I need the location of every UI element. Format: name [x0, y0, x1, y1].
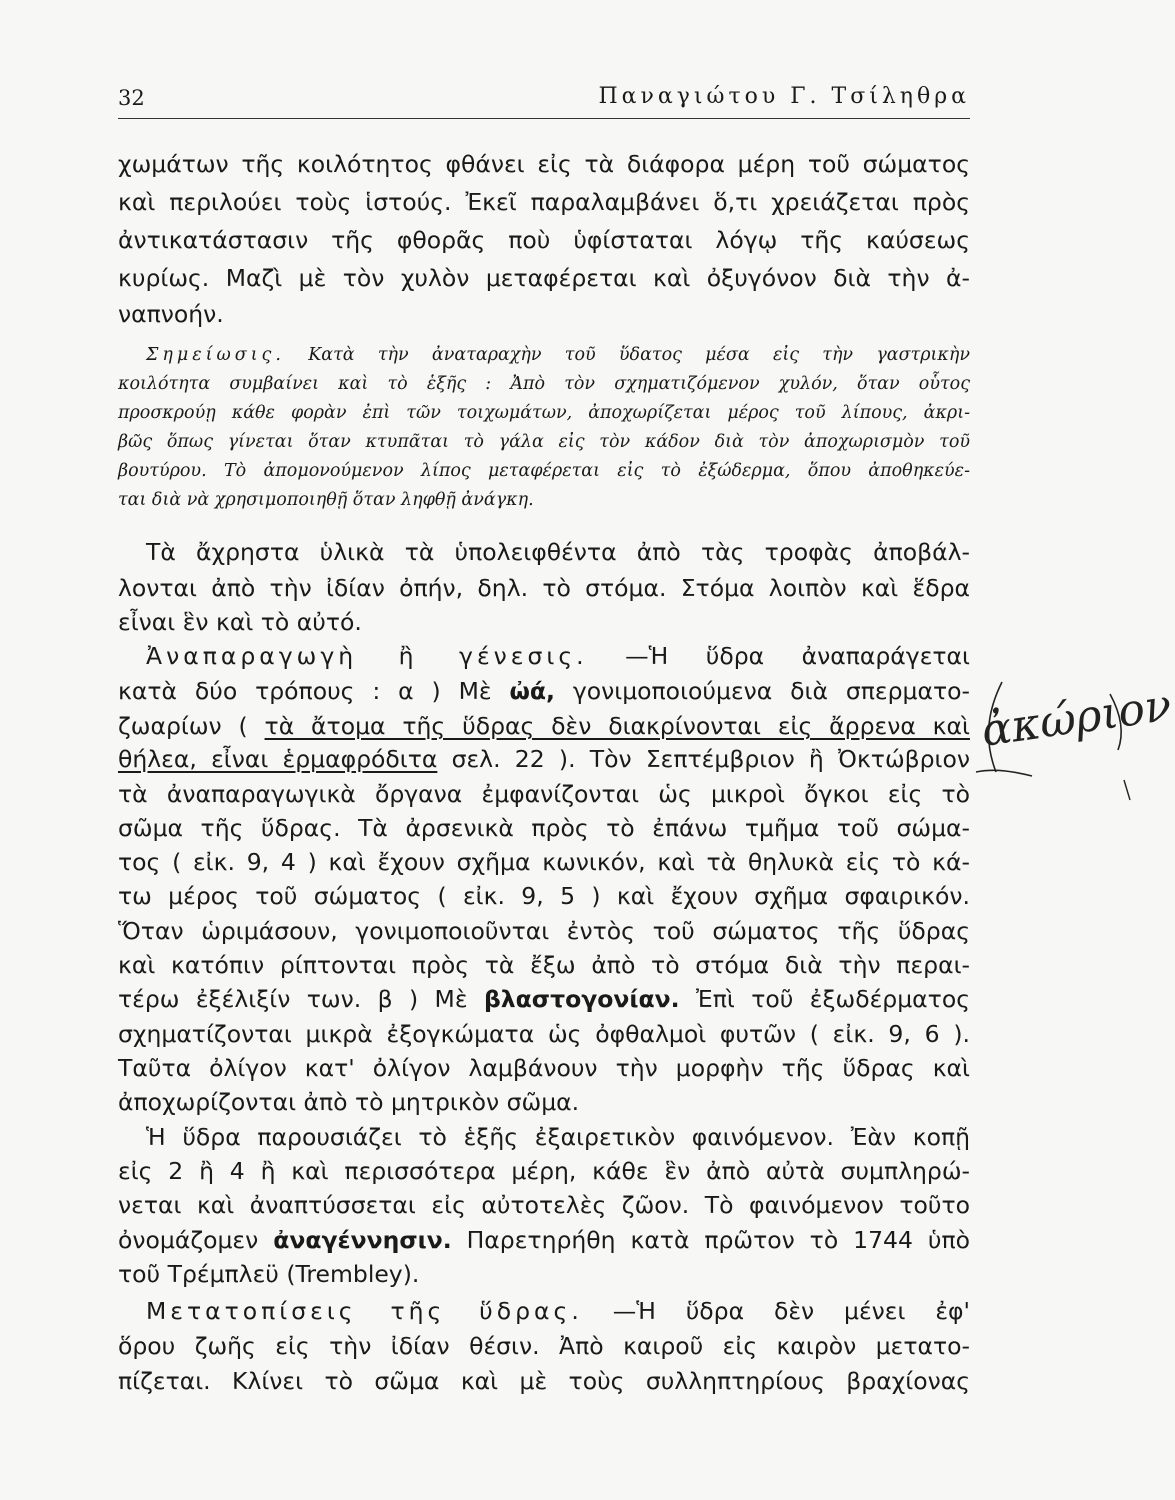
text-line [118, 712, 970, 740]
text-span: τέρω ἐξέλιξίν των. β ) Μὲ [118, 985, 468, 1013]
text-line [118, 677, 970, 705]
text-line [118, 985, 970, 1013]
text-line: τος ( εἰκ. 9, 4 ) καὶ ἔχουν σχῆμα κωνικόν, καὶ τὰ θηλυκὰ εἰς τὸ κά- [118, 848, 970, 876]
text-span: —Ἡ ὕδρα δὲν μένει ἐφ' [612, 1297, 970, 1325]
text-line: τω μέρος τοῦ σώματος ( εἰκ. 9, 5 ) καὶ ἔχουν σχῆμα σφαιρικόν. [118, 882, 970, 910]
text-span: γονιμοποιούμενα διὰ σπερματο- [572, 677, 970, 705]
text-line [118, 1226, 970, 1254]
note-line: βουτύρου. Τὸ ἀπομονούμενον λίπος μεταφέρεται εἰς τὸ ἐξώδερμα, ὅπου ἀποθηκεύε- [118, 461, 970, 481]
text-span: κατὰ δύο τρόπους : α ) Μὲ [118, 677, 492, 705]
text-line: ἀντικατάστασιν τῆς φθορᾶς ποὺ ὑφίσταται λόγῳ τῆς καύσεως [118, 226, 970, 254]
text-line: λονται ἀπὸ τὴν ἰδίαν ὀπήν, δηλ. τὸ στόμα. Στόμα λοιπὸν καὶ ἕδρα [118, 574, 970, 602]
text-line: ναπνοήν. [118, 300, 224, 328]
text-line: ὅρου ζωῆς εἰς τὴν ἰδίαν θέσιν. Ἀπὸ καιροῦ εἰς καιρὸν μετατο- [118, 1332, 970, 1360]
text-span: ὀνομάζομεν [118, 1226, 259, 1254]
text-span: σελ. 22 ). Τὸν Σεπτέμβριον ἢ Ὀκτώβριον [451, 745, 970, 773]
text-span: —Ἡ ὕδρα ἀναπαράγεται [625, 642, 970, 670]
note-label: Σημείωσις. [146, 345, 285, 365]
text-line: χωμάτων τῆς κοιλότητος φθάνει εἰς τὰ διάφορα μέρη τοῦ σώματος [118, 150, 970, 178]
text-line: κυρίως. Μαζὶ μὲ τὸν χυλὸν μεταφέρεται καὶ ὀξυγόνον διὰ τὴν ἀ- [118, 264, 970, 292]
note-line [146, 345, 970, 365]
text-line: σχηματίζονται μικρὰ ἐξογκώματα ὡς ὀφθαλμοὶ φυτῶν ( εἰκ. 9, 6 ). [118, 1020, 970, 1048]
page-number: 32 [118, 86, 145, 110]
emphasis-text: ὠά, [509, 677, 555, 705]
text-line: εἰς 2 ἢ 4 ἢ καὶ περισσότερα μέρη, κάθε ἓν ἀπὸ αὐτὰ συμπληρώ- [118, 1157, 970, 1185]
text-line: Ταῦτα ὀλίγον κατ' ὀλίγον λαμβάνουν τὴν μορφὴν τῆς ὕδρας καὶ [118, 1054, 970, 1082]
section-heading: Μετατοπίσεις τῆς ὕδρας. [146, 1297, 583, 1325]
text-line: Ὅταν ὡριμάσουν, γονιμοποιοῦνται ἐντὸς τοῦ σώματος τῆς ὕδρας [118, 917, 970, 945]
text-span: Παρετηρήθη κατὰ πρῶτον τὸ 1744 ὑπὸ [466, 1226, 970, 1254]
note-line: βῶς ὅπως γίνεται ὅταν κτυπᾶται τὸ γάλα εἰς τὸν κάδον διὰ τὸν ἀποχωρισμὸν τοῦ [118, 432, 970, 452]
text-line [146, 642, 970, 670]
text-span: Ἐπὶ τοῦ ἐξωδέρματος [696, 985, 970, 1013]
text-line: καὶ κατόπιν ρίπτονται πρὸς τὰ ἔξω ἀπὸ τὸ στόμα διὰ τὴν περαι- [118, 951, 970, 979]
text-line: καὶ περιλούει τοὺς ἱστούς. Ἐκεῖ παραλαμβάνει ὅ,τι χρειάζεται πρὸς [118, 188, 970, 216]
note-line: προσκρούῃ κάθε φορὰν ἐπὶ τῶν τοιχωμάτων, ἀποχωρίζεται μέρος τοῦ λίπους, ἀκρι- [118, 403, 970, 423]
text-line [146, 1297, 970, 1325]
note-text: Κατὰ τὴν ἀναταραχὴν τοῦ ὕδατος μέσα εἰς τὴν γαστρικὴν [308, 345, 970, 365]
text-line [118, 745, 970, 773]
note-line: κοιλότητα συμβαίνει καὶ τὸ ἑξῆς : Ἀπὸ τὸν σχηματιζόμενον χυλόν, ὅταν οὗτος [118, 374, 970, 394]
text-line: εἶναι ἓν καὶ τὸ αὐτό. [118, 608, 362, 636]
underlined-text: θήλεα, εἶναι ἑρμαφρόδιτα [118, 745, 438, 773]
text-line: ἀποχωρίζονται ἀπὸ τὸ μητρικὸν σῶμα. [118, 1088, 580, 1116]
underlined-text: τὰ ἄτομα τῆς ὕδρας δὲν διακρίνονται εἰς ἄρρενα καὶ [264, 712, 970, 740]
text-line: πίζεται. Κλίνει τὸ σῶμα καὶ μὲ τοὺς συλληπτηρίους βραχίονας [118, 1367, 970, 1395]
handwritten-margin-note: ἀκώριον [978, 679, 1175, 757]
text-line: νεται καὶ ἀναπτύσσεται εἰς αὐτοτελὲς ζῶον. Τὸ φαινόμενον τοῦτο [118, 1191, 970, 1219]
page-header [118, 82, 970, 119]
section-heading: Ἀναπαραγωγὴ ἢ γένεσις. [146, 642, 588, 670]
text-span: ζωαρίων ( [118, 712, 248, 740]
note-line: ται διὰ νὰ χρησιμοποιηθῇ ὅταν ληφθῇ ἀνάγκη. [118, 490, 534, 510]
text-line: τοῦ Τρέμπλεϋ (Trembley). [118, 1260, 420, 1288]
text-line: τὰ ἀναπαραγωγικὰ ὄργανα ἐμφανίζονται ὡς μικροὶ ὄγκοι εἰς τὸ [118, 780, 970, 808]
emphasis-text: ἀναγέννησιν. [273, 1226, 452, 1254]
emphasis-text: βλαστογονίαν. [483, 985, 680, 1013]
text-line: σῶμα τῆς ὕδρας. Τὰ ἀρσενικὰ πρὸς τὸ ἐπάνω τμῆμα τοῦ σώμα- [118, 814, 970, 842]
text-line: Ἡ ὕδρα παρουσιάζει τὸ ἑξῆς ἐξαιρετικὸν φαινόμενον. Ἐὰν κοπῇ [146, 1123, 970, 1151]
running-title: Παναγιώτου Γ. Τσίληθρα [598, 84, 970, 109]
text-line: Τὰ ἄχρηστα ὑλικὰ τὰ ὑπολειφθέντα ἀπὸ τὰς τροφὰς ἀποβάλ- [146, 538, 970, 566]
